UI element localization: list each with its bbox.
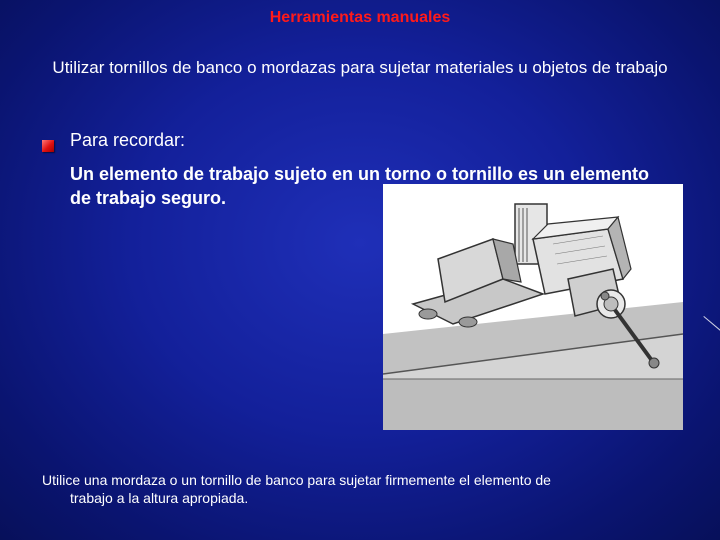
slide-title: Herramientas manuales — [269, 9, 451, 26]
footer-note — [42, 471, 682, 507]
slide-subtitle: Utilizar tornillos de banco o mordazas para sujetar materiales u objetos de trabajo — [52, 58, 668, 77]
footer-line-2: trabajo a la altura apropiada. — [70, 490, 249, 506]
decorative-line — [703, 316, 720, 332]
bench-front — [383, 379, 683, 430]
footer-line-1: Utilice una mordaza o un tornillo de banco para sujetar firmemente el elemento de — [42, 472, 551, 488]
bench-vise-drawing — [383, 184, 683, 430]
bench-vise-illustration — [383, 184, 683, 430]
bullet-square-icon — [42, 140, 54, 152]
bullet-heading: Para recordar: — [70, 130, 186, 150]
bullet-body: Un elemento de trabajo sujeto en un torno o tornillo es un elemento de trabajo seguro. — [70, 164, 650, 208]
